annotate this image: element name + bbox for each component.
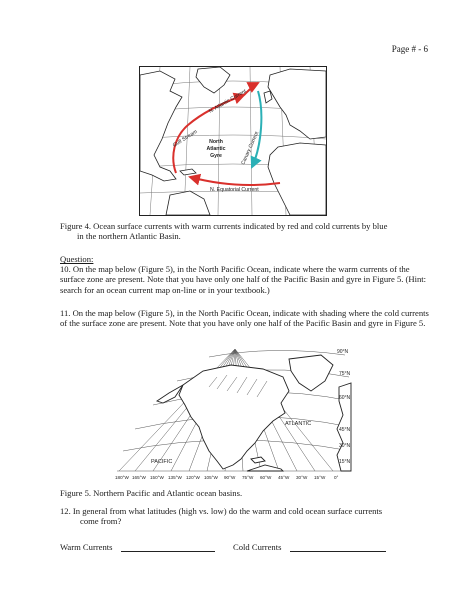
lon-label-150w: 150°W <box>150 475 164 480</box>
lon-label-105w: 105°W <box>204 475 218 480</box>
n-equatorial-current-label: N. Equatorial Current <box>210 187 259 193</box>
lon-label-0: 0° <box>334 475 339 480</box>
figure4-map <box>139 66 327 216</box>
longitude-labels <box>115 475 339 480</box>
lat-label-75n: 75°N <box>339 371 351 377</box>
lon-label-15w: 15°W <box>314 475 326 480</box>
gyre-label-line1: North <box>209 139 223 145</box>
pacific-label: PACIFIC <box>151 459 173 465</box>
warm-currents-label: Warm Currents <box>60 542 113 552</box>
figure4-caption-line1: Figure 4. Ocean surface currents with warm currents indicated by red and cold currents by blue <box>60 221 388 231</box>
cold-currents-answer-field[interactable] <box>290 542 386 552</box>
lon-label-120w: 120°W <box>186 475 200 480</box>
lat-label-30n: 30°N <box>339 443 351 449</box>
atlantic-label: ATLANTIC <box>285 421 312 427</box>
lon-label-30w: 30°W <box>296 475 308 480</box>
canary-current-arrow <box>252 91 261 167</box>
lon-label-60w: 60°W <box>260 475 272 480</box>
lat-label-15n: 15°N <box>339 459 351 465</box>
question-12-line2: come from? <box>80 516 122 527</box>
cold-currents-label: Cold Currents <box>233 542 282 552</box>
lon-label-135w: 135°W <box>168 475 182 480</box>
figure5-map[interactable] <box>113 347 359 483</box>
gyre-label-line2: Atlantic <box>206 146 226 152</box>
question-heading: Question: <box>60 254 94 264</box>
question-12-line1: 12. In general from what latitudes (high vs. low) do the warm and cold ocean surface currents <box>60 506 383 516</box>
pacific-atlantic-basin-map[interactable] <box>113 347 359 483</box>
lat-label-90n: 90°N <box>337 349 349 355</box>
figure4-caption <box>60 221 435 242</box>
warm-currents-answer-field[interactable] <box>121 542 215 552</box>
page-number: Page # - 6 <box>391 44 428 54</box>
question-11: 11. On the map below (Figure 5), in the North Pacific Ocean, indicate with shading where the cold currents of the surface zone are present. Note that you have only one half of the Pacific Basin and gyre in Figure 5. <box>60 308 429 329</box>
lon-label-90w: 90°W <box>224 475 236 480</box>
north-atlantic-map <box>140 67 326 215</box>
land-masses <box>157 355 351 471</box>
n-equatorial-current-arrow <box>190 177 280 185</box>
gulf-stream-label: Gulf Stream <box>171 128 199 149</box>
figure4-caption-line2: in the northern Atlantic Basin. <box>77 231 181 242</box>
lon-label-75w: 75°W <box>242 475 254 480</box>
question-12 <box>60 506 435 527</box>
lon-label-180w: 180°W <box>115 475 129 480</box>
n-atlantic-current-label: N. Atlantic Current <box>208 88 248 115</box>
canary-current-label: Canary Current <box>240 130 261 166</box>
question-10: 10. On the map below (Figure 5), in the North Pacific Ocean, indicate where the warm currents of the surface zone are present. Note that you have only one half of the Pacific Basin and gyre in Figure 5. (Hint: search for an ocean current map on-line or in your textbook.) <box>60 264 427 295</box>
answer-row <box>60 542 386 552</box>
figure5-caption: Figure 5. Northern Pacific and Atlantic ocean basins. <box>60 488 243 498</box>
gulf-stream-arrow <box>173 95 244 173</box>
lon-label-165w: 165°W <box>132 475 146 480</box>
lon-label-45w: 45°W <box>278 475 290 480</box>
lat-label-60n: 60°N <box>339 395 351 401</box>
lat-label-45n: 45°N <box>339 427 351 433</box>
gyre-label-line3: Gyre <box>210 153 222 159</box>
